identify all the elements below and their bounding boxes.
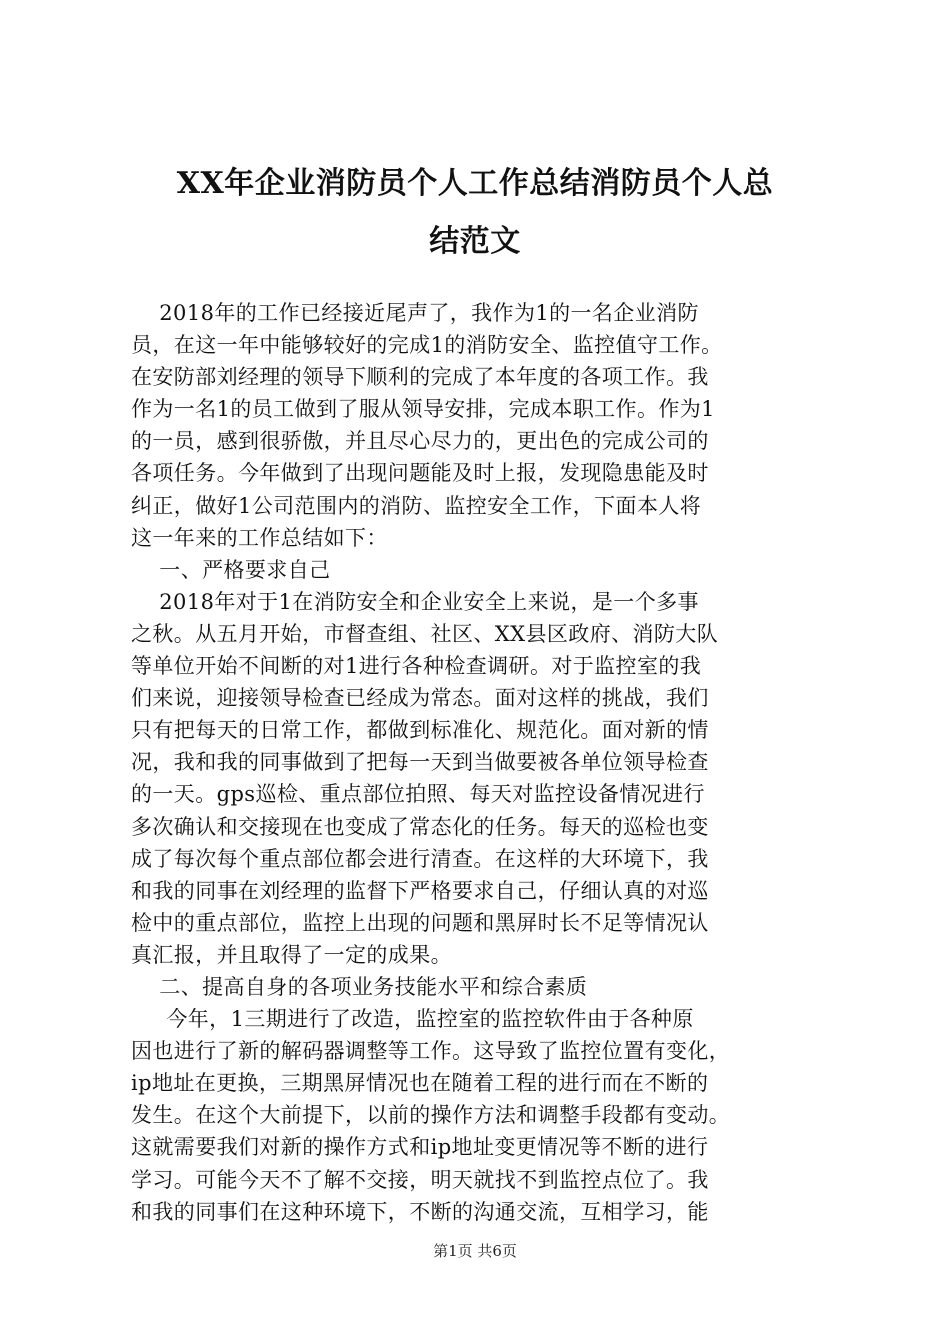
body-text-line: ip地址在更换，三期黑屏情况也在随着工程的进行而在不断的 xyxy=(131,1071,709,1096)
body-text-line: 的一员，感到很骄傲，并且尽心尽力的，更出色的完成公司的 xyxy=(131,429,709,454)
body-text-line: 纠正，做好1公司范围内的消防、监控安全工作，下面本人将 xyxy=(131,493,702,518)
body-text-line: 作为一名1的员工做到了服从领导安排，完成本职工作。作为1 xyxy=(131,397,715,422)
body-text-line: 等单位开始不间断的对1进行各种检查调研。对于监控室的我 xyxy=(131,654,702,679)
body-text-line: 因也进行了新的解码器调整等工作。这导致了监控位置有变化， xyxy=(131,1039,731,1064)
body-text-line: 真汇报，并且取得了一定的成果。 xyxy=(131,942,452,967)
body-text-line: 2018年的工作已经接近尾声了，我作为1的一名企业消防 xyxy=(131,301,699,325)
body-text-line: 2018年对于1在消防安全和企业安全上来说，是一个多事 xyxy=(131,589,699,614)
body-text-line: 多次确认和交接现在也变成了常态化的任务。每天的巡检也变 xyxy=(131,814,709,839)
body-text-line: 之秋。从五月开始，市督查组、社区、XX县区政府、消防大队 xyxy=(131,621,719,646)
body-text-line: 发生。在这个大前提下，以前的操作方法和调整手段都有变动。 xyxy=(131,1103,731,1128)
body-text-line: 们来说，迎接领导检查已经成为常态。面对这样的挑战，我们 xyxy=(131,686,709,711)
body-text-line: 二、提高自身的各项业务技能水平和综合素质 xyxy=(131,974,588,999)
body-text-line: 今年，1三期进行了改造，监控室的监控软件由于各种原 xyxy=(131,1007,694,1032)
body-text-line: 学习。可能今天不了解不交接，明天就找不到监控点位了。我 xyxy=(131,1167,709,1192)
body-text-line: 各项任务。今年做到了出现问题能及时上报，发现隐患能及时 xyxy=(131,461,709,486)
document-title-line-1: XX年企业消防员个人工作总结消防员个人总 xyxy=(176,166,774,201)
body-text-line: 只有把每天的日常工作，都做到标准化、规范化。面对新的情 xyxy=(131,718,709,743)
document-body xyxy=(131,297,843,1228)
body-text-line: 和我的同事在刘经理的监督下严格要求自己，仔细认真的对巡 xyxy=(131,878,709,903)
body-text-line: 在安防部刘经理的领导下顺利的完成了本年度的各项工作。我 xyxy=(131,365,709,390)
body-text-line: 一、严格要求自己 xyxy=(131,557,331,582)
page-footer: 第1页 共6页 xyxy=(433,1242,517,1260)
body-text-line: 员，在这一年中能够较好的完成1的消防安全、监控值守工作。 xyxy=(131,333,723,358)
body-text-line: 成了每次每个重点部位都会进行清查。在这样的大环境下，我 xyxy=(131,846,709,871)
body-text-line: 的一天。gps巡检、重点部位拍照、每天对监控设备情况进行 xyxy=(131,782,705,807)
body-text-line: 这一年来的工作总结如下： xyxy=(131,525,388,550)
body-text-line: 和我的同事们在这种环境下，不断的沟通交流，互相学习，能 xyxy=(131,1199,709,1224)
body-text-line: 况，我和我的同事做到了把每一天到当做要被各单位领导检查 xyxy=(131,750,709,775)
body-text-line: 检中的重点部位，监控上出现的问题和黑屏时长不足等情况认 xyxy=(131,910,709,935)
document-title-line-2: 结范文 xyxy=(429,224,521,259)
body-text-line: 这就需要我们对新的操作方式和ip地址变更情况等不断的进行 xyxy=(131,1135,709,1160)
